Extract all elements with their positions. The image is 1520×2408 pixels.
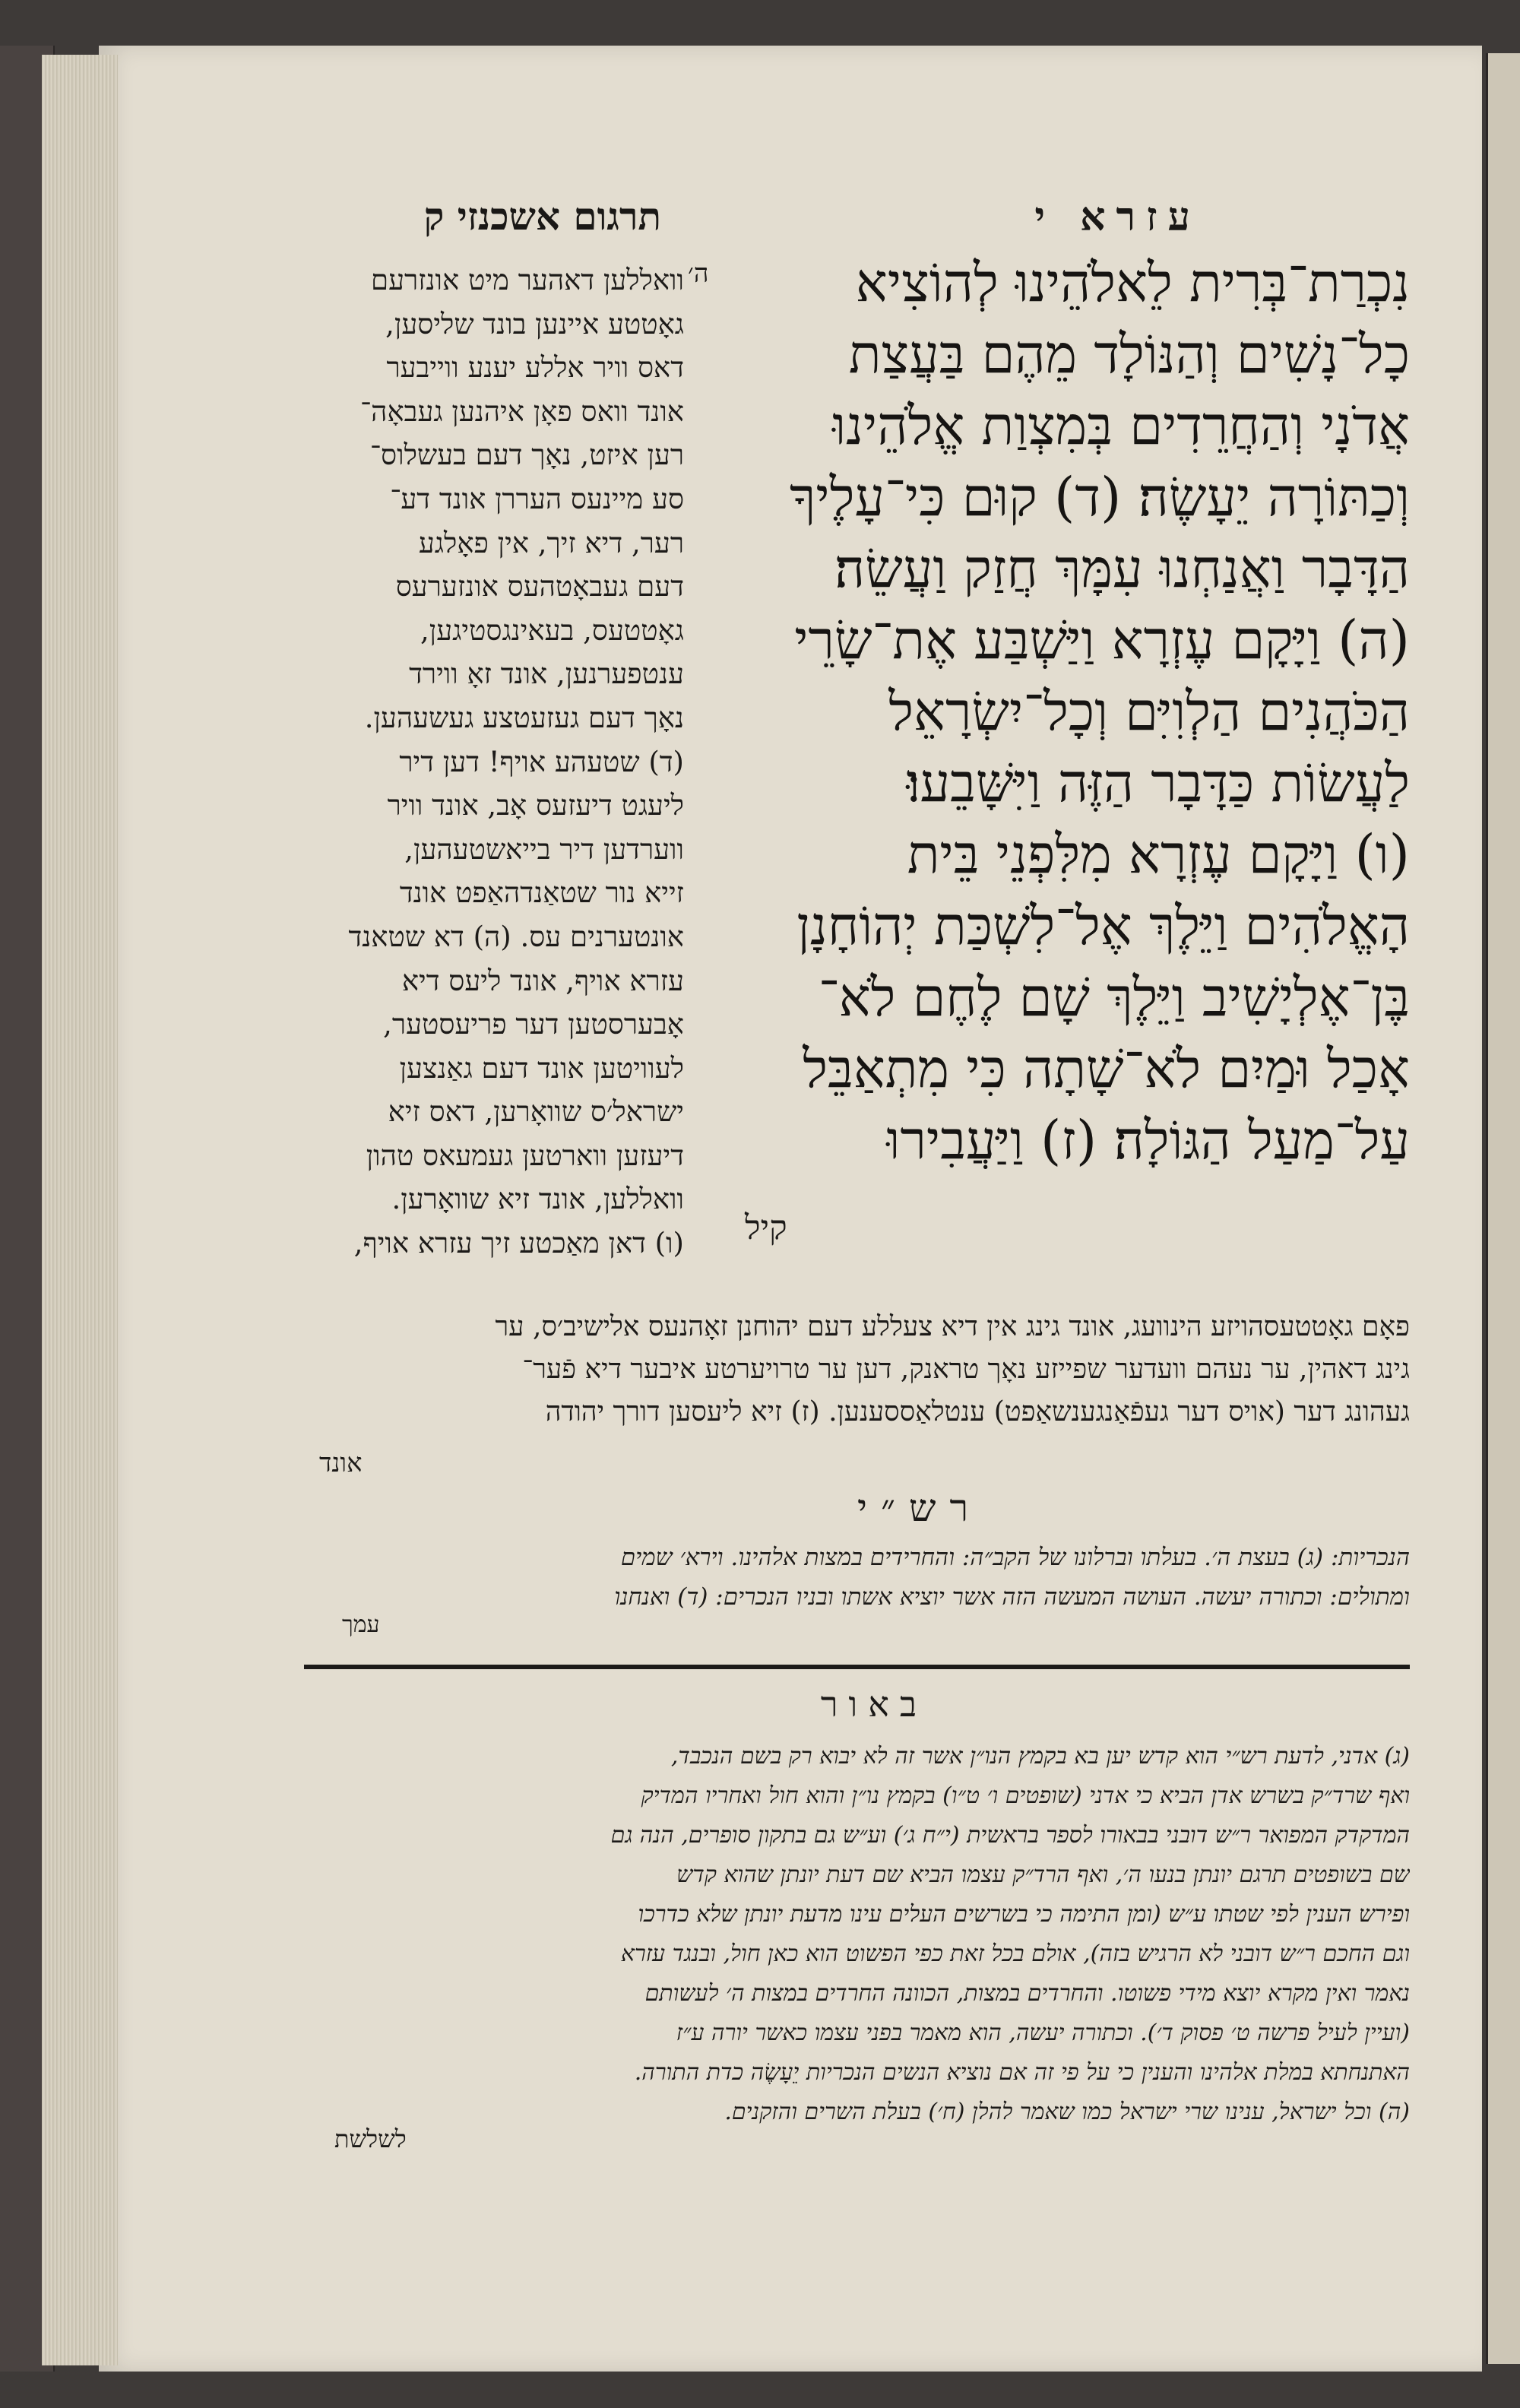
header-translation-title: תרגום אשכנזי ק — [423, 194, 661, 239]
biur-commentary — [308, 1737, 1410, 2132]
translation-line: וואללען, אונד זיא שוואָרען. — [391, 1183, 684, 1216]
translation-line: זייא נור שטאַנדהאַפט אונד — [399, 876, 684, 910]
main-text-line: כָל־נָשִׁים וְהַנּוֹלָד מֵהֶם בַּעֲצַת — [848, 323, 1410, 385]
translation-line: אונד וואס פאָן איהנען געבאָה־ — [360, 394, 684, 428]
translation-line: ווערדען דיר בייאשטעהען, — [404, 832, 684, 866]
translation-line: רען איזט, נאָך דעם בעשלוס־ — [369, 439, 684, 472]
biur-line: (ועיין לעיל פרשה ט׳ פסוק ד׳). וכתורה יעשה, הוא מאמר בפני עצמו כאשר יורה ע״ז — [676, 2020, 1410, 2046]
main-text-line: הָאֱלֹהִים וַיֵּלֶךְ אֶל־לִשְׁכַּת יְהוֹחָנָן — [796, 895, 1410, 957]
biur-title: באור — [820, 1684, 928, 1725]
main-text-line: אָכַל וּמַיִם לֹא־שָׁתָה כִּי מִתְאַבֵּל — [803, 1038, 1410, 1100]
translation-line: וואללען דאהער מיט אונזרעם — [370, 264, 684, 296]
translation-full-line: פאָם גאָטטעסהויזע הינוועג, אונד גינג אין דיא צעללע דעם יהוחנן זאָהנעס אלישיב׳ס, ער — [495, 1311, 1410, 1342]
main-text-line: נִכְרַת־בְּרִית לֵאלֹהֵינוּ לְהוֹצִיא — [855, 252, 1410, 314]
rashi-commentary — [304, 1538, 1410, 1617]
biur-line: וגם החכם ר״ש דובני לא הרגיש בזה), אולם בכל זאת כפי הפשוט הוא כאן חול, ובנגד עזרא — [621, 1941, 1410, 1967]
rashi-title: רש״י — [857, 1486, 983, 1530]
translation-line: ענטפערנען, אונד זאָ ווירד — [409, 657, 684, 691]
biur-line: ופירש הענין לפי שטתו ע״ש (ומן התימה כי בשרשים העלים עינו מדעת יונתן שלא כדרכו — [638, 1901, 1410, 1928]
catchword-main: קיל — [745, 1209, 787, 1247]
translation-line: לעוויטען אונד דעם גאַנצען — [399, 1051, 684, 1085]
translation-line: אָבערסטען דער פריעסטער, — [383, 1008, 684, 1041]
catchword-biur: לשלשת — [334, 2124, 407, 2153]
translation-line: אונטערנים עס. (ה) דא שטאנד — [348, 920, 684, 953]
translation-line: רער, דיא זיך, אין פאָלגע — [418, 526, 684, 559]
translation-full-line: געהונג דער (אויס דער געפֿאַנגענשאַפט) ענטלאַססענען. (ז) זיא ליעסען דורך יהודה — [545, 1396, 1410, 1427]
main-text-line: הַכֹּהֲנִים הַלְוִיִּם וְכָל־יִשְׂרָאֵל — [888, 680, 1410, 743]
catchword-translation: אונד — [319, 1448, 363, 1478]
translation-line: דאס וויר אללע יענע ווייבער — [386, 351, 684, 385]
page-stack-edge — [42, 55, 118, 2365]
next-page-edge — [1486, 53, 1520, 2364]
main-text-line: (ה) וַיָּקָם עֶזְרָא וַיַּשְׁבַּע אֶת־שָׂרֵי — [794, 609, 1410, 671]
translation-column — [300, 258, 684, 1266]
translation-line: (ו) דאן מאַכטע זיך עזרא אויף, — [353, 1227, 684, 1260]
verse-marker: ה׳ — [688, 258, 709, 289]
translation-line: דעם געבאָטהעס אונזערעס — [395, 570, 684, 604]
translation-line: (ד) שטעהע אויף! דען דיר — [399, 745, 684, 778]
biur-line: המדקדק המפואר ר״ש דובני בבאורו לספר בראשית (י״ח ג׳) וע״ש גם בתקון סופרים, הנה גם — [610, 1822, 1410, 1849]
translation-line: גאָטטע איינען בונד שליסען, — [385, 307, 684, 341]
biur-line: שם בשופטים תרגם יונתן בנעו ה׳, ואף הרד״ק עצמו הביא שם דעת יונתן שהוא קדש — [676, 1861, 1410, 1888]
biur-line: (ג) אדני, לדעת רש״י הוא קדש יען בא בקמץ הנו״ן אשר זה לא יבוא רק בשם הנכבד, — [670, 1743, 1410, 1770]
catchword-rashi: עמך — [342, 1611, 380, 1638]
translation-line: סע מיינעס העררן אונד דע־ — [390, 482, 684, 515]
translation-line: ליעגט דיעזעס אָב, אונד וויר — [387, 789, 684, 822]
biur-line: (ה) וכל ישראל, ענינו שרי ישראל כמו שאמר להלן (ח׳) בעלת השרים והזקנים. — [724, 2099, 1410, 2125]
main-text-line: (ו) וַיָּקָם עֶזְרָא מִלִּפְנֵי בֵּית — [907, 823, 1410, 886]
main-text-line: עַל־מַעַל הַגּוֹלָה׃ (ז) וַיַּעֲבִירוּ — [886, 1109, 1410, 1171]
main-hebrew-column — [707, 247, 1410, 1176]
translation-line: עזרא אויף, אונד ליעס דיא — [401, 964, 684, 997]
translation-line: דיעזען ווארטען געמעאס טהון — [366, 1139, 684, 1172]
rashi-line: ומתולים: וכתורה יעשה. העושה המעשה הזה אשר יוציא אשתו ובניו הנכרים: (ד) ואנחנו — [614, 1583, 1410, 1611]
header-book-title: עזרא י — [1034, 194, 1201, 240]
biur-line: האתנחתא במלת אלהינו והענין כי על פי זה אם נוציא הנשים הנכריות יֵעָשֶׂה כדת התורה. — [634, 2059, 1410, 2086]
biur-line: נאמר ואין מקרא יוצא מידי פשוטו. והחרדים במצות, הכוונה החרדים במצות ה׳ לעשותם — [644, 1980, 1410, 2007]
translation-full-width — [300, 1306, 1410, 1434]
translation-line: נאָך דעם געזעטצע געשעהען. — [364, 701, 684, 734]
translation-line: ישראל׳ס שוואָרען, דאס זיא — [388, 1095, 684, 1129]
main-text-line: הַדָּבָר וַאֲנַחְנוּ עִמָּךְ חֲזַק וַעֲשֵׂה׃ — [834, 537, 1410, 600]
main-text-line: וְכַתּוֹרָה יֵעָשֶׂה׃ (ד) קוּם כִּי־עָלֶיךָ — [790, 466, 1410, 528]
main-text-line: לַעֲשׂוֹת כַּדָּבָר הַזֶּה וַיִּשָּׁבֵעוּ׃ — [906, 752, 1410, 814]
main-text-line: אֲדֹנָי וְהַחֲרֵדִים בְּמִצְוַת אֱלֹהֵינוּ — [832, 394, 1410, 457]
rashi-line: הנכריות: (ג) בעצת ה׳. בעלתו וברלונו של הקב״ה: והחרידים במצות אלהינו. וירא׳ שמים — [620, 1544, 1410, 1571]
section-divider — [304, 1665, 1410, 1669]
biur-line: ואף שרד״ק בשרש אדן הביא כי אדני (שופטים ו׳ ט״ו) בקמץ נו״ן והוא חול ואחריו המדיק — [641, 1782, 1410, 1809]
main-text-line: בֶּן־אֶלְיָשִׁיב וַיֵּלֶךְ שָׁם לֶחֶם לֹא־ — [818, 966, 1410, 1028]
translation-line: גאָטטעס, בעאינגסטיגען, — [420, 613, 684, 647]
translation-full-line: גינג דאהין, ער נעהם וועדער שפייזע נאָך טראנק, דען ער טרויערטע איבער דיא פֿער־ — [522, 1354, 1410, 1385]
